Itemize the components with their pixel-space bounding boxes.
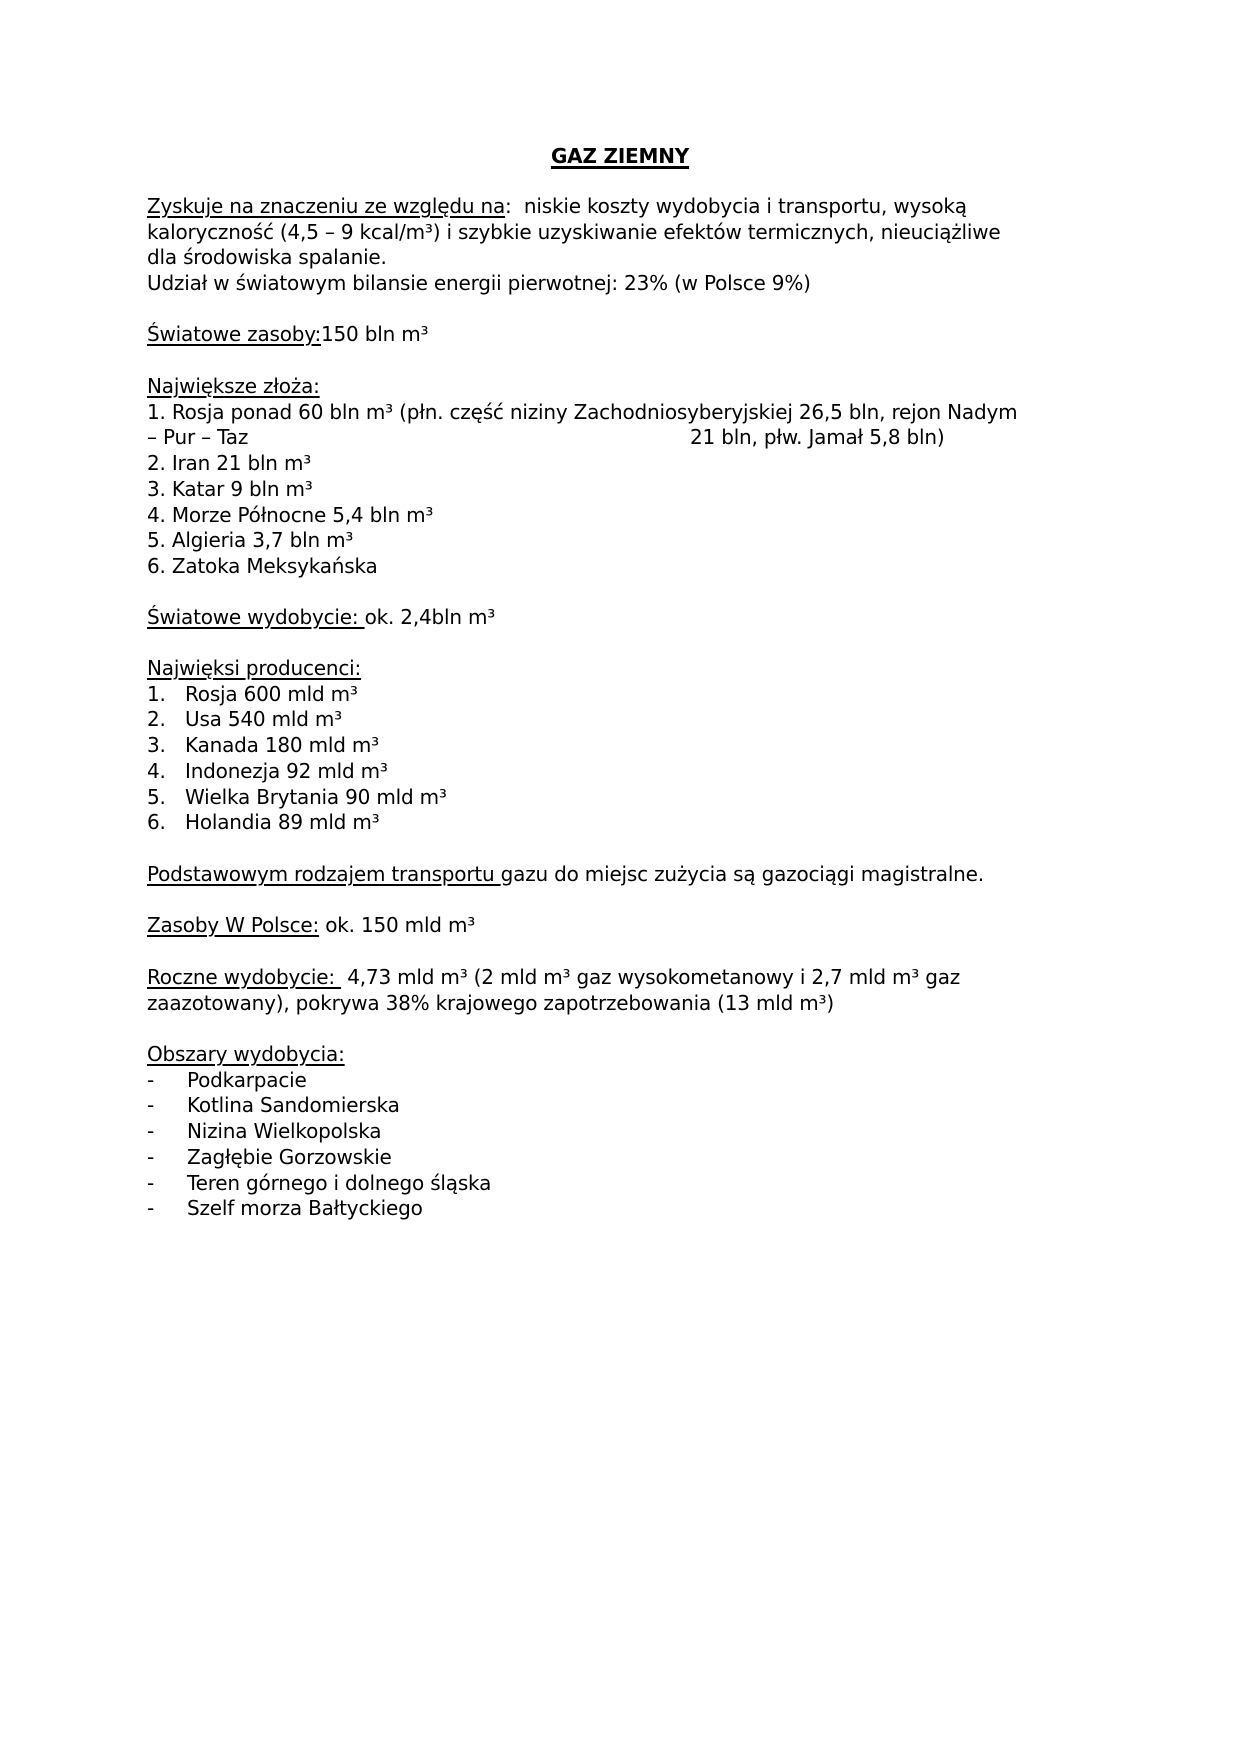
world-reserves-label: Światowe zasoby:	[147, 322, 321, 346]
producers-item-2	[147, 707, 1107, 733]
deposits-heading	[147, 374, 1107, 400]
world-reserves-value: 150 bln m³	[321, 322, 429, 346]
transport-underlined: Podstawowym rodzajem transportu	[147, 862, 501, 886]
areas-item-3-bullet: -	[147, 1119, 155, 1144]
producers-item-4	[147, 759, 1107, 785]
areas-item-6	[147, 1196, 1107, 1222]
areas-item-5-bullet: -	[147, 1170, 155, 1195]
producers-item-5-num: 5.	[147, 784, 166, 809]
annual-production-section	[147, 965, 1107, 1016]
world-production-line	[147, 605, 1107, 631]
producers-item-1-text: Rosja 600 mld m³	[185, 681, 358, 706]
producers-item-1	[147, 682, 1107, 708]
areas-item-4	[147, 1145, 1107, 1171]
areas-section	[147, 1042, 1107, 1222]
producers-item-3-text: Kanada 180 mld m³	[185, 733, 379, 758]
intro-lead-underlined: Zyskuje na znaczeniu ze względu na	[147, 194, 506, 218]
intro-line-3: dla środowiska spalanie.	[147, 245, 387, 270]
annual-production-line-1-rest: 4,73 mld m³ (2 mld m³ gaz wysokometanowy i 2,7 mld m³ gaz	[341, 965, 961, 989]
deposits-item-3: 3. Katar 9 bln m³	[147, 476, 313, 501]
deposits-item-2: 2. Iran 21 bln m³	[147, 451, 312, 476]
transport-rest: gazu do miejsc zużycia są gazociągi magistralne.	[500, 862, 984, 886]
poland-reserves-value: ok. 150 mld m³	[319, 913, 476, 937]
areas-heading	[147, 1042, 1107, 1068]
deposits-item-6: 6. Zatoka Meksykańska	[147, 553, 378, 578]
producers-heading-text: Najwięksi producenci:	[147, 656, 362, 680]
annual-production-label: Roczne wydobycie:	[147, 965, 342, 989]
areas-item-3-text: Nizina Wielkopolska	[187, 1119, 382, 1144]
intro-line-4: Udział w światowym bilansie energii pierwotnej: 23% (w Polsce 9%)	[147, 271, 811, 296]
deposits-item-1-line-2	[147, 425, 1107, 451]
producers-item-6	[147, 810, 1107, 836]
transport-section	[147, 862, 1107, 888]
annual-production-line-1	[147, 965, 1107, 991]
producers-item-5	[147, 785, 1107, 811]
deposits-heading-text: Największe złoża:	[147, 374, 320, 398]
producers-item-3-num: 3.	[147, 733, 166, 758]
areas-item-2-bullet: -	[147, 1093, 155, 1118]
title-row	[147, 144, 1093, 170]
producers-item-2-text: Usa 540 mld m³	[185, 707, 342, 732]
producers-item-5-text: Wielka Brytania 90 mld m³	[185, 784, 447, 809]
page-title: GAZ ZIEMNY	[550, 144, 690, 168]
areas-item-1-text: Podkarpacie	[187, 1067, 307, 1092]
transport-line	[147, 862, 1107, 888]
producers-heading	[147, 656, 1107, 682]
intro-line-1-rest: : niskie koszty wydobycia i transportu, wysoką	[505, 194, 967, 218]
areas-item-1-bullet: -	[147, 1067, 155, 1092]
world-production-label: Światowe wydobycie:	[147, 605, 365, 629]
deposits-item-4: 4. Morze Północne 5,4 bln m³	[147, 502, 434, 527]
poland-reserves-label: Zasoby W Polsce:	[147, 913, 320, 937]
areas-heading-text: Obszary wydobycia:	[147, 1042, 345, 1066]
areas-item-2-text: Kotlina Sandomierska	[187, 1093, 400, 1118]
areas-item-5	[147, 1171, 1107, 1197]
poland-reserves-line	[147, 913, 1107, 939]
areas-item-6-text: Szelf morza Bałtyckiego	[187, 1196, 423, 1221]
world-reserves-section	[147, 322, 1107, 348]
areas-item-4-text: Zagłębie Gorzowskie	[187, 1144, 392, 1169]
intro-line-2: kaloryczność (4,5 – 9 kcal/m³) i szybkie uzyskiwanie efektów termicznych, nieuciążliwe	[147, 219, 1001, 244]
areas-item-5-text: Teren górnego i dolnego śląska	[187, 1170, 492, 1195]
producers-item-3	[147, 733, 1107, 759]
areas-item-6-bullet: -	[147, 1196, 155, 1221]
producers-item-6-text: Holandia 89 mld m³	[185, 810, 380, 835]
world-production-section	[147, 605, 1107, 631]
areas-item-4-bullet: -	[147, 1144, 155, 1169]
producers-item-6-num: 6.	[147, 810, 166, 835]
world-reserves-line	[147, 322, 1107, 348]
deposits-item-5: 5. Algieria 3,7 bln m³	[147, 528, 354, 553]
world-production-value: ok. 2,4bln m³	[364, 605, 496, 629]
intro-line-1	[147, 194, 1107, 220]
deposits-section	[147, 374, 1107, 580]
producers-item-2-num: 2.	[147, 707, 166, 732]
deposits-item-1-line-1: 1. Rosja ponad 60 bln m³ (płn. część niziny Zachodniosyberyjskiej 26,5 bln, rejon Nadym	[147, 399, 1018, 424]
deposits-item-1-line-2-right: 21 bln, płw. Jamał 5,8 bln)	[690, 425, 945, 450]
areas-item-2	[147, 1093, 1107, 1119]
intro-paragraph	[147, 194, 1107, 297]
areas-item-1	[147, 1068, 1107, 1094]
areas-item-3	[147, 1119, 1107, 1145]
poland-reserves-section	[147, 913, 1107, 939]
producers-item-4-text: Indonezja 92 mld m³	[185, 758, 388, 783]
annual-production-line-2: zaazotowany), pokrywa 38% krajowego zapotrzebowania (13 mld m³)	[147, 990, 834, 1015]
producers-item-1-num: 1.	[147, 681, 166, 706]
producers-item-4-num: 4.	[147, 758, 166, 783]
deposits-item-1-line-2-left: – Pur – Taz	[147, 425, 249, 450]
producers-section	[147, 656, 1107, 836]
